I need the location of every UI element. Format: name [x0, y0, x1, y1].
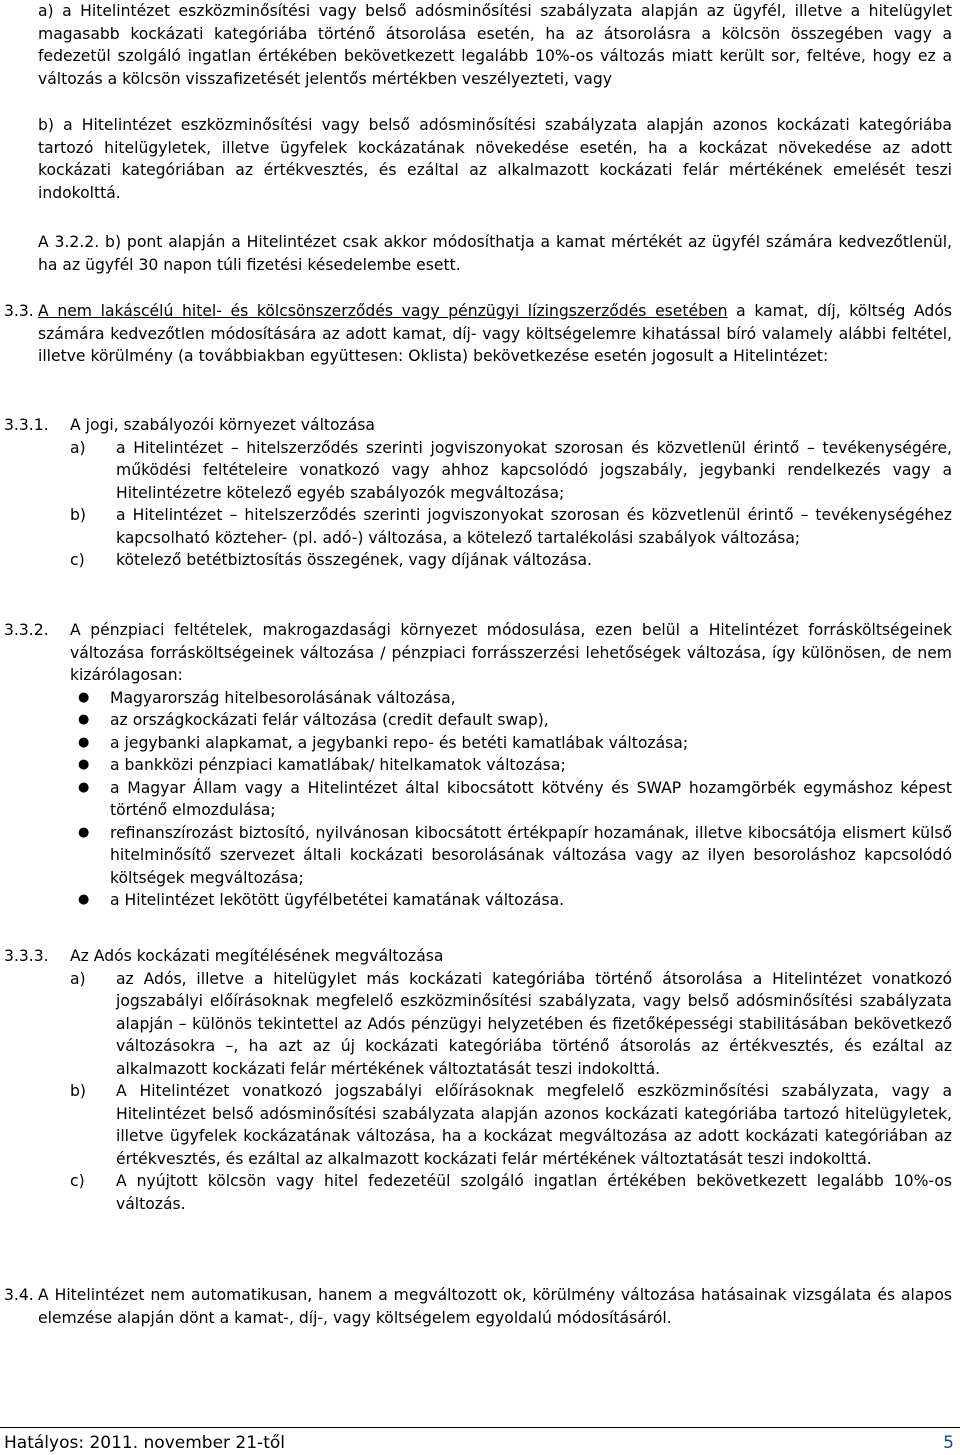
paragraph-b-text: b) a Hitelintézet eszközminősítési vagy belső adósminősítési szabályzata alapján azonos kockázati kategóriába tartozó hitelügyletek, illetve ügyfelek kockázatának növekedése esetén, ha a kockázat növekedése az adott kockázati kategóriában az értékvesztés, és ezáltal az alkalmazott kockázati felár mértékének emelését teszi indokolttá. [38, 116, 952, 202]
list-item [70, 549, 952, 572]
bullet-item [70, 732, 952, 755]
section-3-3-number: 3.3. [4, 302, 34, 320]
list-item-label: b) [70, 506, 86, 524]
section-3-3-2-text: A pénzpiaci feltételek, makrogazdasági környezet módosulása, ezen belül a Hitelintézet forrásköltségeinek változása forrásköltségeinek változása / pénzpiaci forrásszerzési lehetőségek változása, így különösen, de nem kizárólagosan: [70, 621, 952, 684]
section-3-3-2-body [70, 619, 952, 912]
section-3-3-3-number: 3.3.3. [4, 947, 49, 965]
list-item-text: A Hitelintézet vonatkozó jogszabályi előírásoknak megfelelő eszközminősítési szabályzata, vagy a Hitelintézet belső adósminősítési szabályzata alapján azonos kockázati kategóriába tartozó hitelügyletek, illetve ügyfelek kockázatának változása, ha a kockázat megváltozása az adott kockázati kategóriában az értékvesztés, és ezáltal az alkalmazott kockázati felár mértékének változtatását teszi indokolttá. [116, 1082, 952, 1168]
bullet-dot-icon: ● [78, 779, 90, 795]
paragraph-322-note [38, 231, 952, 276]
bullet-item [70, 822, 952, 890]
section-3-3-2-bullet-list [70, 687, 952, 912]
list-item-label: b) [70, 1082, 86, 1100]
bullet-dot-icon: ● [78, 757, 90, 772]
effective-date: Hatályos: 2011. november 21-től [4, 1433, 285, 1453]
section-3-3 [4, 300, 952, 368]
paragraph-a-text: a) a Hitelintézet eszközminősítési vagy belső adósminősítési szabályzata alapján az ügyfél, illetve a hitelügylet magasabb kockázati kategóriába történő átsorolása esetén, ha az átsorolásra a kölcsön összegében vagy a fedezetül szolgáló ingatlan értékében bekövetkezett legalább 10%-os változás miatt került sor, feltéve, hogy ez a változás a kölcsön visszafizetését jelentős mértékben veszélyezteti, vagy [38, 2, 952, 88]
bullet-text: refinanszírozást biztosító, nyilvánosan kibocsátott értékpapír hozamának, illetve kibocsátója elismert külső hitelminősítő szervezet általi kockázati besorolásának változása vagy az ilyen besoroláshoz kapcsolódó költségek megváltozása; [110, 823, 952, 887]
bullet-item [70, 889, 952, 912]
bullet-text: a Magyar Állam vagy a Hitelintézet által kibocsátott kötvény és SWAP hozamgörbék egymáshoz képest történő elmozdulása; [110, 778, 952, 819]
section-3-3-3 [4, 945, 952, 1215]
section-3-3-3-items [70, 968, 952, 1216]
list-item-text: kötelező betétbiztosítás összegének, vagy díjának változása. [116, 551, 592, 569]
bullet-dot-icon: ● [78, 734, 90, 750]
paragraph-a [38, 0, 952, 90]
section-3-4-text: A Hitelintézet nem automatikusan, hanem a megváltozott ok, körülmény változása hatásainak vizsgálata és alapos elemzése alapján dönt a kamat-, díj-, vagy költségelem egyoldalú módosításáról. [38, 1286, 952, 1327]
section-3-4-number: 3.4. [4, 1286, 34, 1304]
list-item-text: a Hitelintézet – hitelszerződés szerinti jogviszonyokat szorosan és közvetlenül érintő – tevékenységéhez kapcsolható közteher- (pl. adó-) változása, a kötelező tartalékolási szabályok változása; [116, 506, 952, 547]
list-item [70, 504, 952, 549]
list-item [70, 437, 952, 505]
bullet-item [70, 709, 952, 732]
bullet-text: Magyarország hitelbesorolásának változása, [110, 688, 456, 707]
bullet-item [70, 777, 952, 822]
section-3-3-2 [4, 619, 952, 912]
section-3-3-rest: a kamat, díj, költség Adós számára kedvezőtlen módosítására az adott kamat, díj- vagy költségelemre kihatással bíró valamely alábbi feltétel, illetve körülmény (a továbbiakban együttesen: Oklista) bekövetkezése esetén jogosult a Hitelintézet: [38, 302, 952, 365]
list-item-label: a) [70, 969, 86, 988]
section-3-3-3-title: Az Adós kockázati megítélésének megváltozása [70, 947, 444, 965]
section-3-3-1-body [70, 414, 952, 572]
bullet-dot-icon: ● [78, 892, 90, 907]
list-item [70, 968, 952, 1081]
list-item-label: a) [70, 438, 86, 457]
bullet-text: a jegybanki alapkamat, a jegybanki repo- és betéti kamatlábak változása; [110, 733, 689, 752]
section-3-3-1 [4, 414, 952, 572]
page-footer [4, 1432, 954, 1455]
section-3-3-text [38, 300, 952, 368]
bullet-text: a Hitelintézet lekötött ügyfélbetétei kamatának változása. [110, 891, 565, 909]
section-3-3-2-number: 3.3.2. [4, 621, 49, 639]
list-item-text: az Adós, illetve a hitelügylet más kockázati kategóriába történő átsorolása a Hitelintézet vonatkozó jogszabályi előírásoknak megfelelő eszközminősítési szabályzata, vagy belső adósminősítési szabályzata alapján – különös tekintettel az Adós pénzügyi helyzetében és fizetőképességi stabilitásában bekövetkező változásokra –, ha azt az új kockázati kategóriába történő átsorolás az értékvesztés, és ezáltal az alkalmazott kockázati felár mértékének változtatását teszi indokolttá. [116, 969, 952, 1078]
bullet-dot-icon: ● [78, 824, 90, 840]
page-number: 5 [943, 1433, 954, 1453]
list-item-label: c) [70, 1172, 85, 1190]
bullet-item [70, 687, 952, 710]
section-3-3-1-items [70, 437, 952, 572]
paragraph-b [38, 114, 952, 204]
list-item-text: A nyújtott kölcsön vagy hitel fedezetéül szolgáló ingatlan értékében bekövetkezett legalább 10%-os változás. [116, 1172, 952, 1213]
list-item [70, 1080, 952, 1170]
bullet-item [70, 754, 952, 777]
bullet-text: a bankközi pénzpiaci kamatlábak/ hitelkamatok változása; [110, 756, 566, 774]
list-item-label: c) [70, 551, 85, 569]
section-3-3-3-body [70, 945, 952, 1215]
list-item [70, 1170, 952, 1215]
list-item-text: a Hitelintézet – hitelszerződés szerinti jogviszonyokat szorosan és közvetlenül érintő – tevékenységére, működési feltételeire vonatkozó vagy ahhoz kapcsolódó jogszabály, jegybanki rendelkezés vagy a Hitelintézetre kötelező egyéb szabályozók megváltozása; [116, 438, 952, 502]
footer-divider [0, 1427, 960, 1428]
paragraph-322-note-text: A 3.2.2. b) pont alapján a Hitelintézet csak akkor módosíthatja a kamat mértékét az ügyfél számára kedvezőtlenül, ha az ügyfél 30 napon túli fizetési késedelembe esett. [38, 233, 952, 274]
section-3-3-1-title: A jogi, szabályozói környezet változása [70, 416, 375, 434]
bullet-text: az országkockázati felár változása (credit default swap), [110, 711, 549, 729]
section-3-4 [4, 1284, 952, 1329]
bullet-dot-icon: ● [78, 712, 90, 727]
section-3-3-1-number: 3.3.1. [4, 416, 49, 434]
bullet-dot-icon: ● [78, 689, 90, 705]
section-3-3-underlined: A nem lakáscélú hitel- és kölcsönszerződés vagy pénzügyi lízingszerződés esetében [38, 302, 728, 320]
